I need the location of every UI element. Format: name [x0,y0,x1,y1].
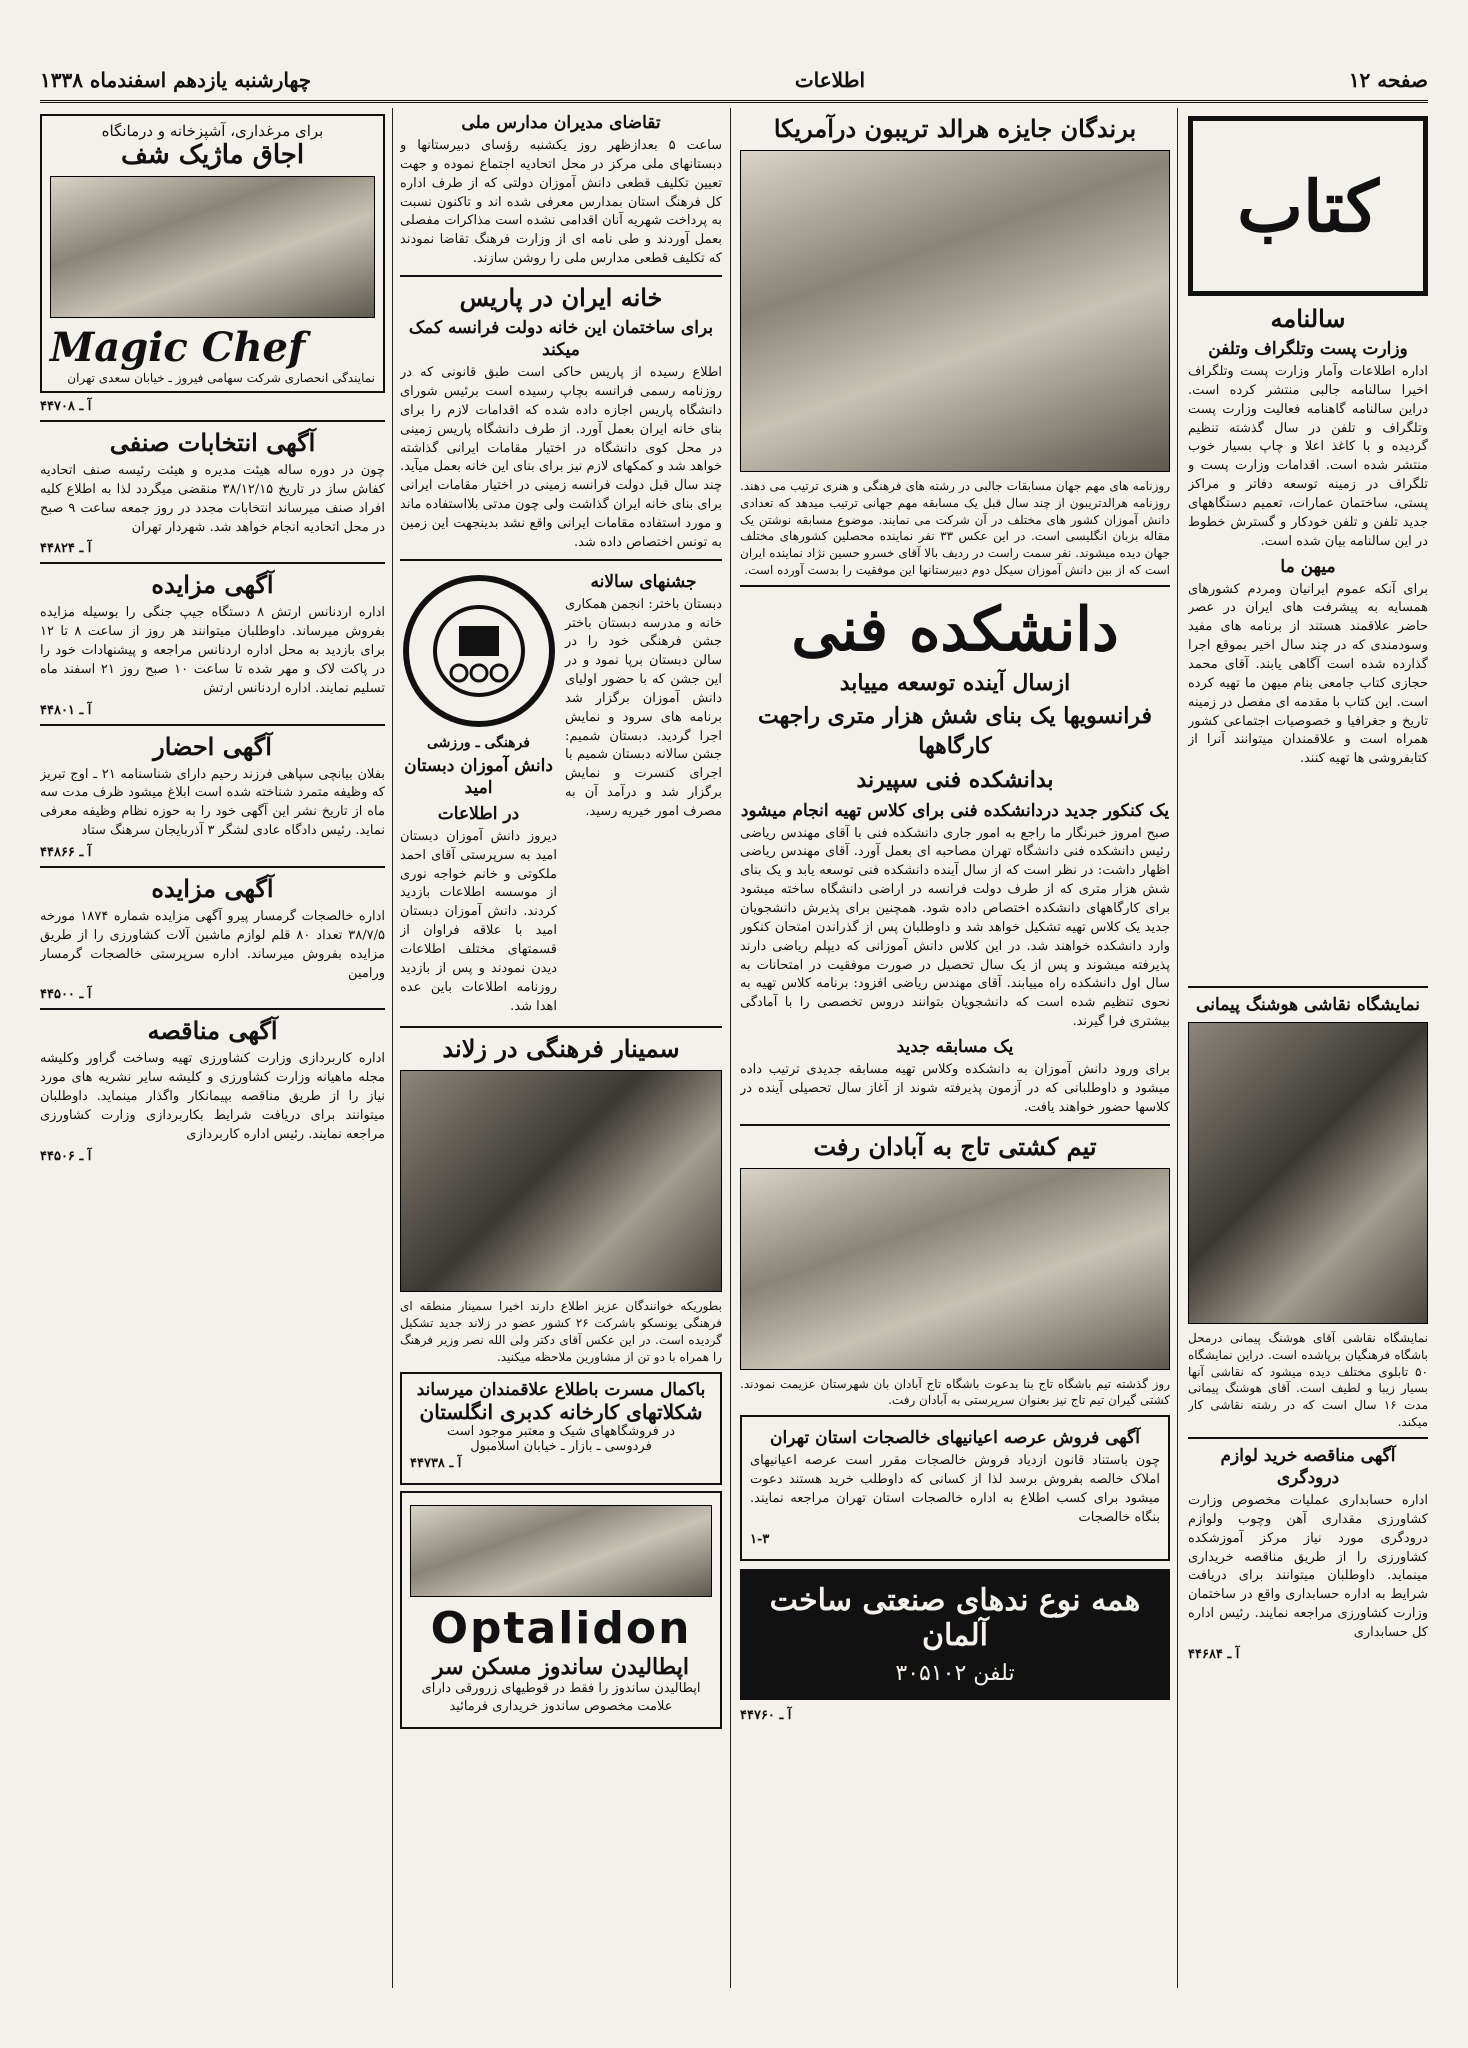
divider [1188,1437,1428,1439]
column-rule [392,108,393,1988]
article-body: دیروز دانش آموزان دبستان امید به سرپرستی آقای احمد ملکوتی و خانم خواجه نوری از موسسه اطلاعات بازدید کردند. دانش آموزان دبستان امید با علاقه فراوان از قسمتهای مختلف اطلاعات دیدن نمودند و پس از بازدید روزنامه اطلاعات باین عده اهدا شد. [400,828,557,1014]
emblem-block [400,567,557,1021]
main-headline: دانشکده فنی [791,594,1119,665]
cultural-sports-emblem [403,575,555,727]
section-title: سالنامه [1270,304,1346,333]
issue-date: چهارشنبه یازدهم اسفندماه ۱۳۳۸ [40,68,312,92]
ad-code: آ ـ ۴۴۷۳۸ [410,1455,462,1471]
notice-body: اداره کاربردازی وزارت کشاورزی تهیه وساخت گراور وکلیشه مجله ماهیانه وزارت کشاورزی و کلیشه سایر نشریه های مورد نیاز را از طریق مناقصه بپیمانکار واگذار مینماید. داوطلبان میتوانند برای دریافت شرایط بکاربردازی وزارت کشاورزی مراجعه نمایند. رئیس اداره کاربردازی [40,1051,385,1142]
notice-code: آ ـ ۴۴۶۸۴ [1188,1646,1240,1662]
notice-title: آگهی مناقصه [147,1016,278,1046]
divider [40,866,385,868]
headline-sub: بدانشکده فنی سپیرند [856,766,1054,793]
divider [40,724,385,726]
magic-chef-ad [40,114,385,393]
split-row [400,567,722,1021]
notice-code: ۱-۳ [750,1531,770,1547]
page-number: صفحه ۱۲ [1348,68,1428,92]
seminar-photo [400,1070,722,1292]
column-center-right [740,108,1170,1988]
divider [40,420,385,422]
headline-sub: یک کنکور جدید دردانشکده فنی برای کلاس تهیه انجام میشود [740,800,1170,821]
ad-line: باکمال مسرت باطلاع علاقمندان میرساند [416,1379,706,1400]
divider [40,1008,385,1010]
ad-line: فردوسی ـ بازار ـ خیابان اسلامبول [470,1438,652,1454]
stove-illustration [50,176,375,318]
notice-title: آگهی مزایده [151,570,274,600]
magic-chef-brand: Magic Chef [50,324,306,371]
painting-photo [1188,1022,1428,1324]
group-photo [740,150,1170,472]
section-subtitle: یک مسابقه جدید [896,1036,1014,1057]
notice-code: آ ـ ۴۴۵۰۶ [40,1148,92,1164]
notice-title: آگهی مناقصه خرید لوازم درودگری [1220,1445,1396,1488]
exhibition-headline: نمایشگاه نقاشی هوشنگ پیمانی [1196,995,1420,1015]
section-subtitle: در اطلاعات [437,803,520,824]
notice-body: اداره اردنانس ارتش ۸ دستگاه جیپ جنگی را بوسیله مزایده بفروش میرساند. داوطلبان میتوانند هر روز از ساعت ۸ تا ۱۲ برای بازدید به محل اداره اردنانس مراجعه و پیشنهادات خود را در پاکت لاک و مهر شده تا ساعت ۱۰ صبح روز ۲۱ اسفند ماه تسلیم نمایند. اداره اردنانس ارتش [40,605,385,696]
optalidon-ad [400,1491,722,1730]
notice-title: آگهی احضار [153,731,272,761]
emblem-icon [429,601,529,701]
emblem-label: فرهنگی ـ ورزشی [427,734,530,751]
photo-headline: برندگان جایزه هرالد تریبون درآمریکا [773,114,1137,143]
section-subtitle: وزارت پست وتلگراف وتلفن [1208,339,1408,359]
photo-caption: نمایشگاه نقاشی آقای هوشنگ پیمانی درمحل باشگاه فرهنگیان برپاشده است. دراین نمایشگاه ۵۰ تابلوی مختلف دیده میشود که نقاشی آنها بسیار زیبا و لطیف است. آقای هوشنگ پیمانی مدت ۱۶ سال است که در رشته نقاشی کار میکند. [1188,1331,1428,1430]
notice-code: آ ـ ۴۴۸۲۴ [40,541,92,557]
masthead [40,60,1428,103]
section-subtitle: برای ساختمان این خانه دولت فرانسه کمک میکند [408,318,714,361]
notice-code: آ ـ ۴۴۸۶۶ [40,844,92,860]
divider [40,562,385,564]
article-body: صبح امروز خبرنگار ما راجع به امور جاری دانشکده فنی با آقای مهندس ریاضی رئیس دانشکده فنی دانشگاه تهران مصاحبه ای بعمل آورد. آقای مهندس ریاضی اظهار داشت: در نظر است که از سال آینده دانشکده فنی توسعه یابد و یک بنای شش هزار متری که از طرف دولت فرانسه در اراضی دانشگاه ساخته میشود برای کارگاههای دانشکده اختصاص داده شود. همچنین برای پذیرش دانشجویان جدید یک کلاس تهیه تشکیل خواهد شد و داوطلبان پس از گذراندن امتحان کنکور وارد دانشکده خواهند شد. در این کلاس دانش آموزانی که دیپلم ریاضی دارند پذیرفته میشوند و پس از یک سال تحصیل در صورت موفقیت در امتحانات به سال اول دانشکده راه مییابند. آقای مهندس ریاضی افزود: برنامه کلاس تهیه به نحوی تنظیم شده است که دانشجویان بتوانند دروس تخصصی را با آمادگی بیشتری فرا گیرند. [740,825,1170,1030]
section-title: تقاضای مدیران مدارس ملی [461,113,661,133]
divider [400,559,722,561]
optalidon-illustration [410,1505,712,1597]
article-body: اداره اطلاعات وآمار وزارت پست وتلگراف اخیرا سالنامه جالبی منتشر کرده است. دراین سالنامه گاهنامه فعالیت وزارت پست وتلگراف و تلفن در سال گذشته تنظیم گردیده و با کاغذ اعلا و چاپ بسیار خوب منتشر شده است. اقدامات وزارت پست و تلگراف در زمینه توسعه دفاتر و مراکز پستی، ساختمان عمارات، تعمیم دستگاههای جدید تلفن و تلفن خودکار و گسترش خطوط در این سالنامه بیان شده است. [1188,364,1428,549]
chocolate-ad [400,1372,722,1485]
section-title: جشنهای سالانه [590,571,697,592]
ad-code: آ ـ ۴۴۷۰۸ [40,399,92,414]
column-right-lower [1188,980,1428,1988]
section-title: میهن ما [1280,556,1336,577]
paper-name: اطلاعات [794,68,866,92]
section-title: خانه ایران در پاریس [459,283,663,312]
ad-line: در فروشگاههای شیک و معتبر موجود است [446,1423,675,1439]
photo-caption: روز گذشته تیم باشگاه تاج بنا بدعوت باشگاه تاج آبادان بان شهرستان عزیمت نمودند. کشتی گیران تیم تاج نیز بعنوان سرپرستی به آبادان رفت. [740,1376,1170,1408]
divider [400,1026,722,1028]
article-body: اطلاع رسیده از پاریس حاکی است طبق قانونی که در روزنامه رسمی فرانسه بچاپ رسیده است برئیس شورای دانشگاه پاریس اجازه داده شده که اقدامات لازم را برای بنای خانه ایران بعمل آورد. از طرف دانشگاه پاریس زمینی در محل کوی دانشگاه در اختیار مقامات ایرانی گذاشته خواهد شد و کمکهای لازم نیز برای بنای این خانه بعمل میآید. چند سال قبل دولت فرانسه زمینی در اختیار مقامات ایرانی برای بنای خانه ایران گذاشت ولی چون مدتی بلااستفاده ماند و مورد استفاده مقامات ایرانی واقع نشد بدینجهت این زمین به تونس اختصاص داده شد. [400,365,722,550]
wrestling-team-photo [740,1168,1170,1370]
column-rule [1177,108,1178,1988]
section-title: دانش آموزان دبستان امید [404,755,553,798]
ad-line: شکلاتهای کارخانه کدبری انگلستان [419,1399,703,1424]
ad-line: برای مرغداری، آشپزخانه و درمانگاه [101,122,324,140]
sale-notice [740,1415,1170,1560]
divider [400,275,722,277]
seminar-headline: سمینار فرهنگی در زلاند [442,1034,680,1064]
article-body: برای ورود دانش آموزان به دانشکده وکلاس تهیه مسابقه جدیدی ترتیب داده میشود و داوطلبانی که در آزمون پذیرفته شوند از آغاز سال تحصیلی آینده در کلاسها حضور خواهند یافت. [740,1062,1170,1115]
article-body: ساعت ۵ بعدازظهر روز یکشنبه رؤسای دبیرستانها و دبستانهای ملی مرکز در محل اتحادیه اجتماع نموده و جهت تعیین تکلیف قطعی دانش آموزان دولتی که از طرف اداره کل فرهنگ استان بمدارس معرفی شده اند و تاکنون نسبت به پرداخت شهریه آنان اقدامی نشده است مذاکرات مفصلی بعمل آوردند و طی نامه ای از وزارت فرهنگ تقاضا نمودند که تکلیف قطعی مدارس ملی را روشن سازند. [400,138,722,267]
notice-body: چون در دوره ساله هیئت مدیره و هیئت رئیسه صنف اتحادیه کفاش ساز در تاریخ ۳۸/۱۲/۱۵ منقضی میگردد لذا به اطلاع کلیه افراد صنف میرساند انتخابات مجدد در روز جمعه ساعت ۹ صبح در محل اتحادیه انجام خواهد شد. شهردار تهران [40,463,385,535]
headline-sub: فرانسویها یک بنای شش هزار متری راجهت کارگاهها [757,703,1153,760]
notice-title: آگهی فروش عرصه اعیانیهای خالصجات استان تهران [770,1428,1140,1449]
ad-code: آ ـ ۴۴۷۶۰ [740,1707,792,1723]
notice-body: اداره خالصجات گرمسار پیرو آگهی مزایده شماره ۱۸۷۴ مورخه ۳۸/۷/۵ تعداد ۸۰ قلم لوازم ماشین آلات کشاورزی را از طریق مزایده بفروش میرساند. اداره سرپرستی خالصجات گرمسار ورامین [40,908,385,981]
ad-headline: همه نوع ندهای صنعتی ساخت آلمان [769,1582,1141,1653]
optalidon-tagline: اپطالیدن ساندوز مسکن سر [433,1653,689,1680]
article-body: برای آنکه عموم ایرانیان ومردم کشورهای همسایه به پیشرفت های ایران در عصر حاضر علاقمند هستند از برنامه های مفید وسودمندی که در چند سال اخیر بموقع اجرا گذارده شده است آگاهی یابند. آقای محمد حجازی کتاب جامعی بنام میهن ما تهیه کرده است. این کتاب با مقدمه ای مفصل در زمینه تاریخ و جغرافیا و خصوصیات اجتماعی کشور همراه است و علاقمندان میتوانند آنرا از کتابفروشی ها تهیه کنند. [1188,581,1428,767]
divider [740,1124,1170,1126]
notice-body: اداره حسابداری عملیات مخصوص وزارت کشاورزی مقداری آهن وچوب ولوازم درودگری مورد نیاز مرکز آموزشکده کشاورزی را از طریق مناقصه خریداری مینماید. داوطلبان میتوانند برای دریافت شرایط به اداره حسابداری واقع در ساختمان وزارت کشاورزی مراجعه نمایند. رئیس اداره کل حسابداری [1188,1493,1428,1640]
notice-body: بفلان بیانچی سپاهی فرزند رحیم دارای شناسنامه ۲۱ ـ اوج تبریز که وظیفه متمرد شناخته شده است ابلاغ میشود ظرف مدت سه ماه از تاریخ نشر این آگهی خود را به حوزه نظام وظیفه معرفی نماید. رئیس دادگاه عادی لشگر ۳ آذربایجان سرهنگ ستاد [40,766,385,839]
column-center-left [400,108,722,1988]
notice-code: آ ـ ۴۴۸۰۱ [40,702,92,718]
notice-code: آ ـ ۴۴۵۰۰ [40,987,92,1003]
photo-caption: بطوریکه خوانندگان عزیز اطلاع دارند اخیرا سمینار منطقه ای فرهنگی یونسکو باشرکت ۲۶ کشور عضو در زلاند جدید تشکیل گردیده است. در این عکس آقای دکتر ولی الله نصر وزیر فرهنگ را همراه با دو تن از مشاورین ملاحظه میکنید. [400,1299,722,1364]
notice-title: آگهی انتخابات صنفی [109,428,316,457]
celebrations-block [565,567,722,1021]
divider [1188,986,1428,988]
column-rule [730,108,731,1988]
sports-headline: تیم کشتی تاج به آبادان رفت [813,1131,1097,1161]
german-machinery-ad [740,1569,1170,1700]
book-section-logo: کتاب [1188,116,1428,296]
notice-title: آگهی مزایده [151,873,274,903]
optalidon-brand: Optalidon [430,1602,692,1654]
notice-body: چون باستناد قانون ازدیاد فروش خالصجات مقرر است عرصه اعیانیهای املاک خالصه بفروش برسد لذا از کسانی که داوطلب خرید هستند دعوت میشود برای کسب اطلاع به اداره خالصجات استان تهران مراجعه نمایند. بنگاه خالصجات [750,1453,1160,1525]
divider [740,585,1170,587]
optalidon-note: اپطالیدن ساندوز را فقط در قوطیهای زرورقی دارای علامت مخصوص ساندوز خریداری فرمائید [421,1680,701,1715]
headline-sub: ازسال آینده توسعه مییابد [839,669,1071,696]
ad-dealer: نمایندگی انحصاری شرکت سهامی فیروز ـ خیابان سعدی تهران [67,371,375,385]
ad-headline: اجاق ماژیک شف [120,140,305,170]
article-body: دبستان باختر: انجمن همکاری خانه و مدرسه دبستان باختر جشن فرهنگی خود را در سالن دبستان برپا نمود و در این جشن که با حضور اولیای دانش آموزان برگزار شد برنامه های سرود و نمایش اجرا گردید. دبستان شمیم: جشن سالانه دبستان شمیم با اجرای کنسرت و نمایش برگزار شد و درآمد آن به مصرف امور خیریه رسید. [565,596,722,819]
ad-phone: تلفن ۳۰۵۱۰۲ [895,1660,1015,1686]
photo-caption: روزنامه های مهم جهان مسابقات جالبی در رشته های فرهنگی و هنری ترتیب می دهند. روزنامه هرالدتریبون از چند سال قبل یک مسابقه مهم جهانی ترتیب میدهد که تعدادی دانش آموزان کشور های مختلف در آن شرکت می نمایند. موضوع مسابقه نوشتن یک مقاله بزبان انگلیسی است. در این عکس ۳۳ نفر نماینده محصلین کشورهای مختلف جهان دیده میشوند. نفر سمت راست در ردیف بالا آقای خسرو حسین نژاد نماینده ایران است که از بین دانش آموزان سیکل دوم دبیرستانها این موفقیت را بدست آورده است. [740,479,1170,577]
column-left [40,108,385,1988]
